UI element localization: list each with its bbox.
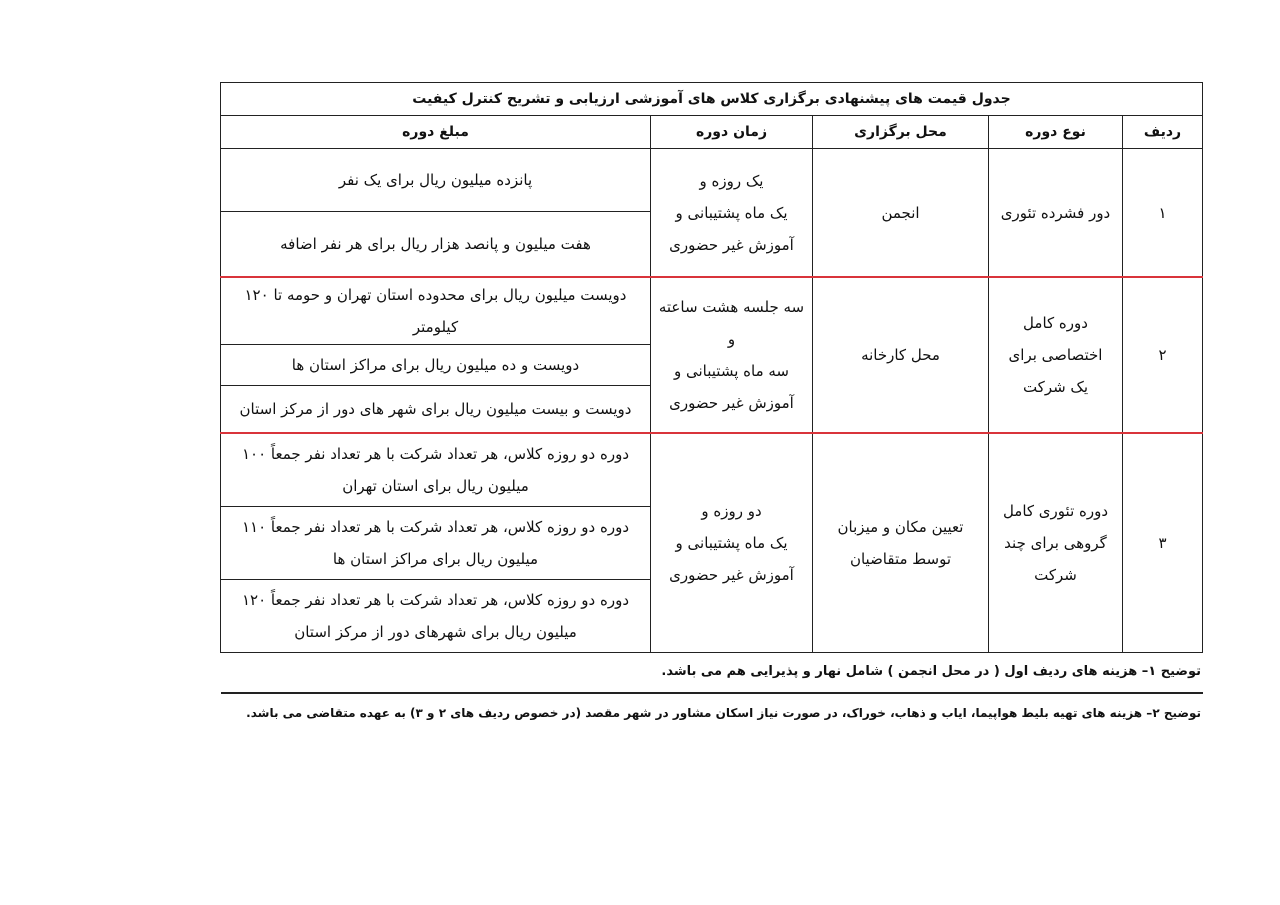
note-1: توضیح ۱– هزینه های ردیف اول ( در محل انجمن ) شامل نهار و پذیرایی هم می باشد.: [221, 654, 1203, 694]
row-number: ۳: [1123, 433, 1203, 653]
course-type-line: دوره کامل: [1023, 314, 1088, 332]
amount-cell: دویست و ده میلیون ریال برای مراکز استان ها: [221, 345, 651, 386]
amount-cell: دویست و بیست میلیون ریال برای شهر های دور از مرکز استان: [221, 386, 651, 434]
row-number: ۱: [1123, 149, 1203, 278]
course-type: [989, 433, 1123, 653]
amount-cell: دویست میلیون ریال برای محدوده استان تهران و حومه تا ۱۲۰ کیلومتر: [221, 277, 651, 345]
duration-line: سه ماه پشتیبانی و: [673, 362, 789, 380]
price-table-section: [221, 82, 1203, 653]
table-row: [221, 149, 1203, 212]
course-type-line: اختصاصی برای: [1008, 346, 1103, 364]
venue-line: تعیین مکان و میزبان: [837, 518, 964, 536]
course-type-line: دوره تئوری کامل: [1002, 502, 1109, 520]
duration-line: یک ماه پشتیبانی و: [675, 203, 788, 222]
header-row-number: ردیف: [1123, 116, 1203, 149]
course-type-line: شرکت: [1034, 566, 1077, 584]
duration-line: دو روزه و: [701, 502, 762, 520]
course-type: دور فشرده تئوری: [989, 149, 1123, 278]
table-title: جدول قیمت های پیشنهادی برگزاری کلاس های آموزشی ارزیابی و تشریح کنترل کیفیت: [221, 83, 1203, 116]
duration: [651, 149, 813, 278]
venue: [813, 433, 989, 653]
venue: محل کارخانه: [813, 277, 989, 433]
header-course-type: نوع دوره: [989, 116, 1123, 149]
header-amount: مبلغ دوره: [221, 116, 651, 149]
amount-cell: دوره دو روزه کلاس، هر تعداد شرکت با هر تعداد نفر جمعاً ۱۲۰ میلیون ریال برای شهرهای دور از مرکز استان: [221, 580, 651, 653]
duration-line: آموزش غیر حضوری: [669, 235, 794, 254]
venue: انجمن: [813, 149, 989, 278]
price-table: [220, 82, 1203, 653]
amount-cell: پانزده میلیون ریال برای یک نفر: [221, 149, 651, 212]
duration: [651, 433, 813, 653]
header-venue: محل برگزاری: [813, 116, 989, 149]
duration-line: یک ماه پشتیبانی و: [675, 534, 788, 552]
course-type-line: گروهی برای چند: [1004, 534, 1107, 552]
duration-line: و: [727, 330, 736, 348]
duration-line: یک روزه و: [699, 171, 764, 190]
course-type: [989, 277, 1123, 433]
course-type-line: یک شرکت: [1022, 378, 1089, 396]
amount-cell: دوره دو روزه کلاس، هر تعداد شرکت با هر تعداد نفر جمعاً ۱۰۰ میلیون ریال برای استان تهران: [221, 433, 651, 507]
header-duration: زمان دوره: [651, 116, 813, 149]
duration-line: آموزش غیر حضوری: [669, 394, 794, 412]
amount-cell: دوره دو روزه کلاس، هر تعداد شرکت با هر تعداد نفر جمعاً ۱۱۰ میلیون ریال برای مراکز استان ها: [221, 507, 651, 580]
notes-section: [221, 654, 1203, 726]
venue-line: توسط متقاضیان: [849, 550, 952, 568]
note-2: توضیح ۲– هزینه های تهیه بلیط هواپیما، ایاب و ذهاب، خوراک، در صورت نیاز اسکان مشاور در شهر مقصد (در خصوص ردیف های ۲ و ۳) به عهده متقاضی می باشد.: [246, 706, 1201, 720]
duration-line: آموزش غیر حضوری: [669, 566, 794, 584]
table-row: [221, 433, 1203, 507]
duration: [651, 277, 813, 433]
duration-line: سه جلسه هشت ساعته: [658, 298, 805, 316]
table-row: [221, 277, 1203, 345]
amount-cell: هفت میلیون و پانصد هزار ریال برای هر نفر اضافه: [221, 212, 651, 278]
row-number: ۲: [1123, 277, 1203, 433]
